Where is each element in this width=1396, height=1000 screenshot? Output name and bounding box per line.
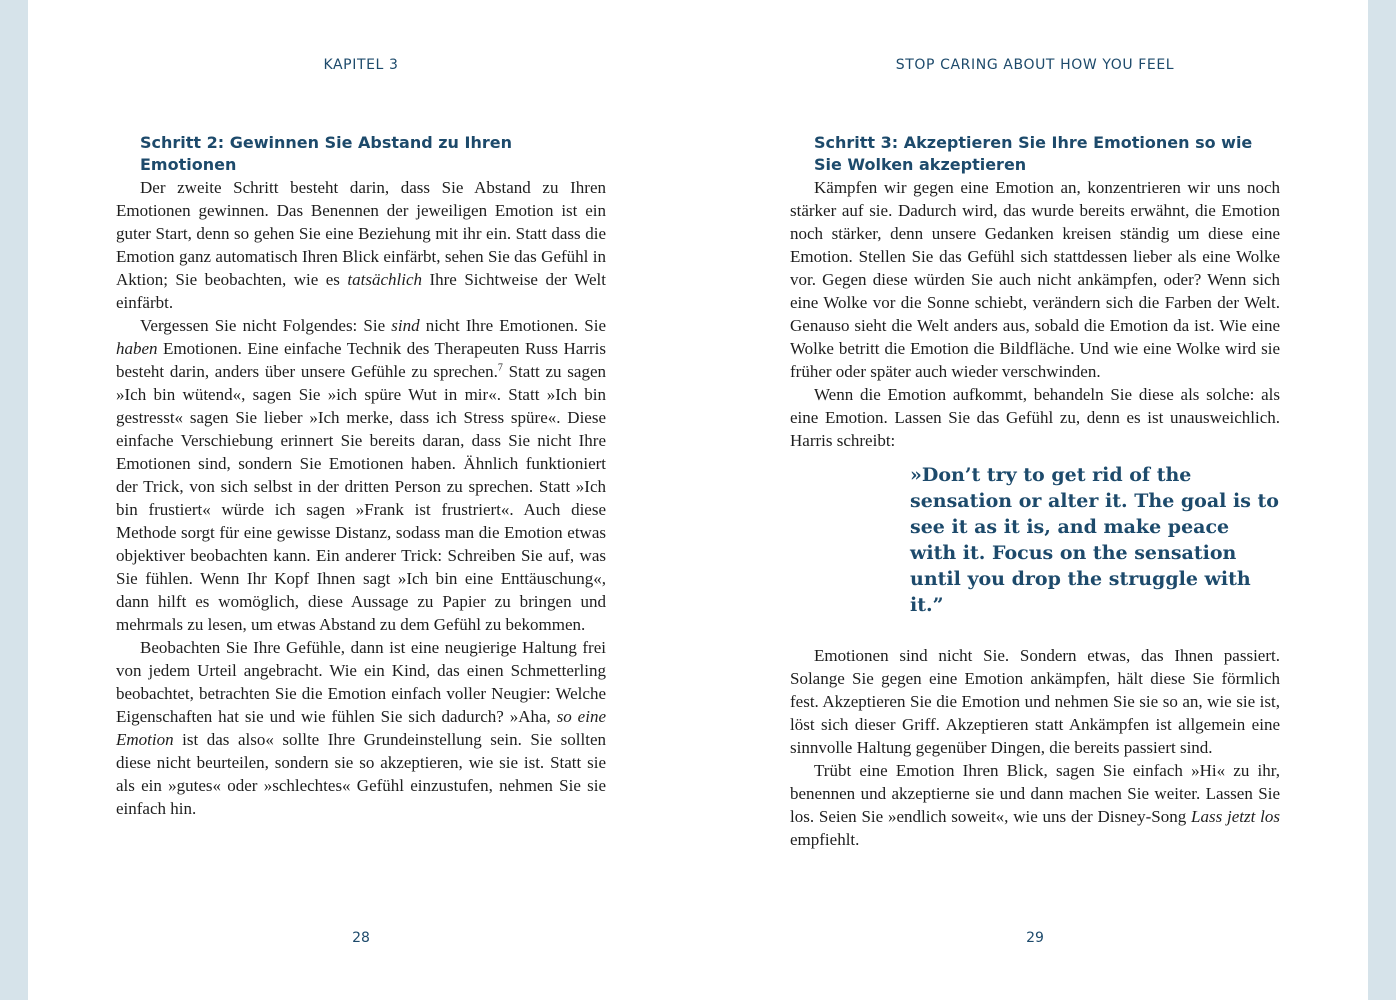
pull-quote: »Don’t try to get rid of the sensation or alter it. The goal is to see it as it is, and make peace with it. Focus on the sensation until you drop the struggle with it.” <box>910 464 1279 616</box>
running-head-right: STOP CARING ABOUT HOW YOU FEEL <box>895 57 1175 73</box>
footnote-marker: 7 <box>497 362 503 374</box>
section-heading-step-3: Schritt 3: Akzeptieren Sie Ihre Emotionen so wie Sie Wolken akzeptieren <box>814 133 1253 174</box>
left-text-block <box>116 132 606 820</box>
book-gutter <box>694 0 702 1000</box>
paragraph-2: Vergessen Sie nicht Folgendes: Sie sind nicht Ihre Emotionen. Sie haben Emotionen. Eine einfache Technik des Therapeuten Russ Harris besteht darin, anders über unsere Gefühle zu sprechen.$^7$ Statt zu sagen »Ich bin wütend«, sagen Sie »ich spüre Wut in mir«. Statt »Ich bin gestresst« sagen Sie lieber »Ich merke, dass ich Stress spüre«. Diese einfache Verschiebung erinnert Sie bereits daran, dass Sie nicht Ihre Emotionen sind, sondern Sie Emotionen haben. Ähnlich funktioniert der Trick, von sich selbst in der dritten Person zu sprechen. Statt »Ich bin frustiert« würde ich sagen »Frank ist frustriert«. Auch diese Methode sorgt für eine gewisse Distanz, sodass man die Emotion etwas objektiver beobachten kann. Ein anderer Trick: Schreiben Sie auf, was Sie fühlen. Wenn Ihr Kopf Ihnen sagt »Ich bin eine Enttäuschung«, dann hilft es womöglich, diese Aussage zu Papier zu bringen und mehrmals zu lesen, um etwas Abstand zu dem Gefühl zu bekommen. <box>116 316 606 634</box>
right-text-block <box>790 132 1280 851</box>
left-page <box>28 0 694 1000</box>
paragraph-2: Wenn die Emotion aufkommt, behandeln Sie diese als solche: als eine Emotion. Lassen Sie das Gefühl zu, denn es ist unausweichlich. Harris schreibt: <box>790 385 1280 450</box>
page-number-left: 28 <box>352 930 370 946</box>
paragraph-4: Trübt eine Emotion Ihren Blick, sagen Sie einfach »Hi« zu ihr, benennen und akzeptierne sie und dann machen Sie weiter. Lassen Sie los. Seien Sie »endlich soweit«, wie uns der Disney-Song Lass jetzt los empfiehlt. <box>790 761 1280 849</box>
section-heading-step-2: Schritt 2: Gewinnen Sie Abstand zu Ihren Emotionen <box>140 133 512 174</box>
paragraph-3: Beobachten Sie Ihre Gefühle, dann ist eine neugierige Haltung frei von jedem Urteil angebracht. Wie ein Kind, das einen Schmetterling beobachtet, betrachten Sie die Emotion einfach voller Neugier: Welche Eigenschaften hat sie und wie fühlen Sie sich dadurch? »Aha, so eine Emotion ist das also« sollte Ihre Grundeinstellung sein. Sie sollten diese nicht beurteilen, sondern sie so akzeptieren, wie sie ist. Statt sie als ein »gutes« oder »schlechtes« Gefühl einzustufen, nehmen Sie sie einfach hin. <box>116 638 606 818</box>
right-page <box>702 0 1368 1000</box>
page-number-right: 29 <box>1026 930 1044 946</box>
paragraph-1: Kämpfen wir gegen eine Emotion an, konzentrieren wir uns noch stärker auf sie. Dadurch wird, das wurde bereits erwähnt, die Emotion noch stärker, denn unsere Gedanken kreisen ständig um diese eine Emotion. Stellen Sie das Gefühl sich stattdessen lieber als eine Wolke vor. Gegen diese würden Sie auch nicht ankämpfen, oder? Wenn sich eine Wolke vor die Sonne schiebt, verändern sich die Farben der Welt. Genauso sieht die Welt anders aus, sobald die Emotion da ist. Wie eine Wolke betritt die Emotion die Bildfläche. Und wie eine Wolke wird sie früher oder später auch wieder verschwinden. <box>790 178 1280 381</box>
paragraph-3: Emotionen sind nicht Sie. Sondern etwas, das Ihnen passiert. Solange Sie gegen eine Emotion ankämpfen, hält diese Sie förmlich fest. Akzeptieren Sie die Emotion und nehmen Sie sie so an, wie sie ist, löst sich dieser Griff. Akzeptieren statt Ankämpfen ist allgemein eine sinnvolle Haltung gegenüber Dingen, die bereits passiert sind. <box>790 646 1280 757</box>
paragraph-1: Der zweite Schritt besteht darin, dass Sie Abstand zu Ihren Emotionen gewinnen. Das Benennen der jeweiligen Emotion ist ein guter Start, denn so gehen Sie eine Beziehung mit ihr ein. Statt dass die Emotion ganz automatisch Ihren Blick einfärbt, sehen Sie das Gefühl in Aktion; Sie beobachten, wie es tatsächlich Ihre Sichtweise der Welt einfärbt. <box>116 178 607 312</box>
running-head-left: KAPITEL 3 <box>323 57 399 73</box>
